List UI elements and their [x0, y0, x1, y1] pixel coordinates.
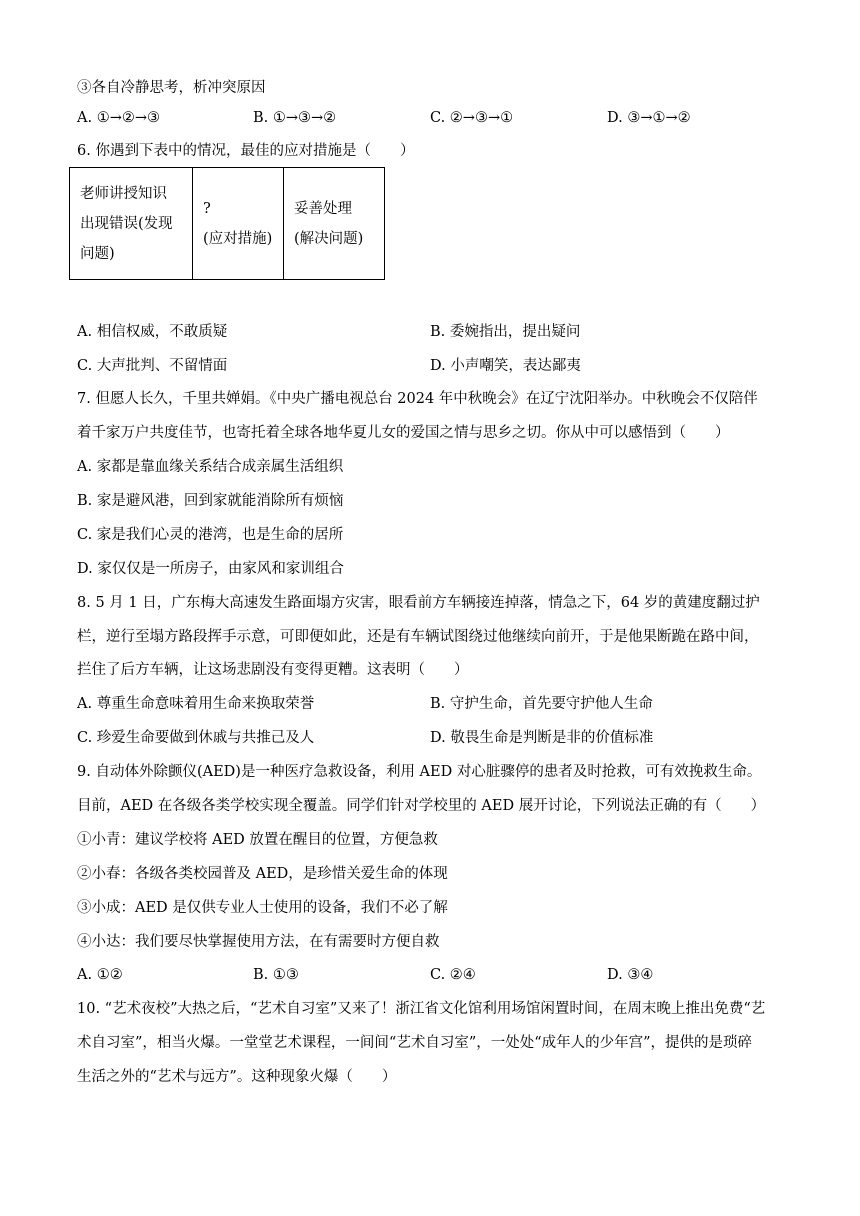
q8-option-b[interactable]: B. 守护生命，首先要守护他人生命 — [430, 696, 653, 712]
q7-stem-line-2: 着千家万户共度佳节，也寄托着全球各地华夏儿女的爱国之情与思乡之切。你从中可以感悟到（ ） — [77, 425, 730, 441]
q9-option-c[interactable]: C. ②④ — [430, 967, 476, 983]
q7-option-a[interactable]: A. 家都是靠血缘关系结合成亲属生活组织 — [77, 459, 344, 475]
q9-item-3: ③小成：AED 是仅供专业人士使用的设备，我们不必了解 — [77, 900, 448, 916]
q9-option-b[interactable]: B. ①③ — [253, 967, 299, 983]
q8-option-d[interactable]: D. 敬畏生命是判断是非的价值标准 — [430, 730, 654, 746]
q9-option-a[interactable]: A. ①② — [77, 967, 123, 983]
q10-stem-line-2: 术自习室”，相当火爆。一堂堂艺术课程，一间间“艺术自习室”，一处处“成年人的少年宫”，提供的是琐碎 — [77, 1035, 753, 1051]
q9-option-d[interactable]: D. ③④ — [607, 967, 654, 983]
q6-table-cell-situation: 老师讲授知识 出现错误(发现 问题) — [70, 168, 193, 280]
q6-table — [69, 167, 385, 280]
q10-stem-line-3: 生活之外的“艺术与远方”。这种现象火爆（ ） — [77, 1069, 397, 1085]
q8-stem-line-3: 拦住了后方车辆，让这场悲剧没有变得更糟。这表明（ ） — [77, 662, 469, 678]
q6-table-cell-measure: ? (应对措施) — [193, 168, 284, 280]
q5-item-3: ③各自冷静思考，析冲突原因 — [77, 80, 266, 96]
q7-option-d[interactable]: D. 家仅仅是一所房子，由家风和家训组合 — [77, 561, 344, 577]
q8-option-a[interactable]: A. 尊重生命意味着用生命来换取荣誉 — [77, 696, 315, 712]
q6-option-d[interactable]: D. 小声嘲笑，表达鄙夷 — [430, 358, 581, 374]
q8-stem-line-1: 8. 5 月 1 日，广东梅大高速发生路面塌方灾害，眼看前方车辆接连掉落，情急之下，64 岁的黄建度翻过护 — [77, 595, 760, 611]
q9-item-4: ④小达：我们要尽快掌握使用方法，在有需要时方便自救 — [77, 934, 440, 950]
q5-option-a[interactable]: A. ①→②→③ — [77, 110, 160, 126]
q7-option-b[interactable]: B. 家是避风港，回到家就能消除所有烦恼 — [77, 493, 344, 509]
q7-option-c[interactable]: C. 家是我们心灵的港湾，也是生命的居所 — [77, 527, 344, 543]
q8-option-c[interactable]: C. 珍爱生命要做到休戚与共推己及人 — [77, 730, 315, 746]
q5-option-c[interactable]: C. ②→③→① — [430, 110, 514, 126]
q5-option-d[interactable]: D. ③→①→② — [607, 110, 691, 126]
q6-stem: 6. 你遇到下表中的情况，最佳的应对措施是（ ） — [77, 143, 415, 159]
q6-option-a[interactable]: A. 相信权威，不敢质疑 — [77, 324, 228, 340]
q6-option-c[interactable]: C. 大声批判、不留情面 — [77, 358, 228, 374]
q10-stem-line-1: 10. “艺术夜校”大热之后，“艺术自习室”又来了！浙江省文化馆利用场馆闲置时间，在周末晚上推出免费“艺 — [77, 1001, 766, 1017]
q6-table-cell-resolution: 妥善处理 (解决问题) — [284, 168, 385, 280]
q7-stem-line-1: 7. 但愿人长久，千里共婵娟。《中央广播电视总台 2024 年中秋晚会》在辽宁沈阳举办。中秋晚会不仅陪伴 — [77, 391, 758, 407]
q5-option-b[interactable]: B. ①→③→② — [253, 110, 337, 126]
q6-option-b[interactable]: B. 委婉指出，提出疑问 — [430, 324, 581, 340]
q8-stem-line-2: 栏，逆行至塌方路段挥手示意，可即便如此，还是有车辆试图绕过他继续向前开，于是他果断跪在路中间， — [77, 629, 759, 645]
q9-stem-line-2: 目前，AED 在各级各类学校实现全覆盖。同学们针对学校里的 AED 展开讨论，下列说法正确的有（ ） — [77, 798, 766, 814]
q9-item-2: ②小春：各级各类校园普及 AED，是珍惜关爱生命的体现 — [77, 866, 448, 882]
q9-stem-line-1: 9. 自动体外除颤仪(AED)是一种医疗急救设备，利用 AED 对心脏骤停的患者及时抢救，可有效挽救生命。 — [77, 764, 762, 780]
q9-item-1: ①小青：建议学校将 AED 放置在醒目的位置，方便急救 — [77, 832, 438, 848]
